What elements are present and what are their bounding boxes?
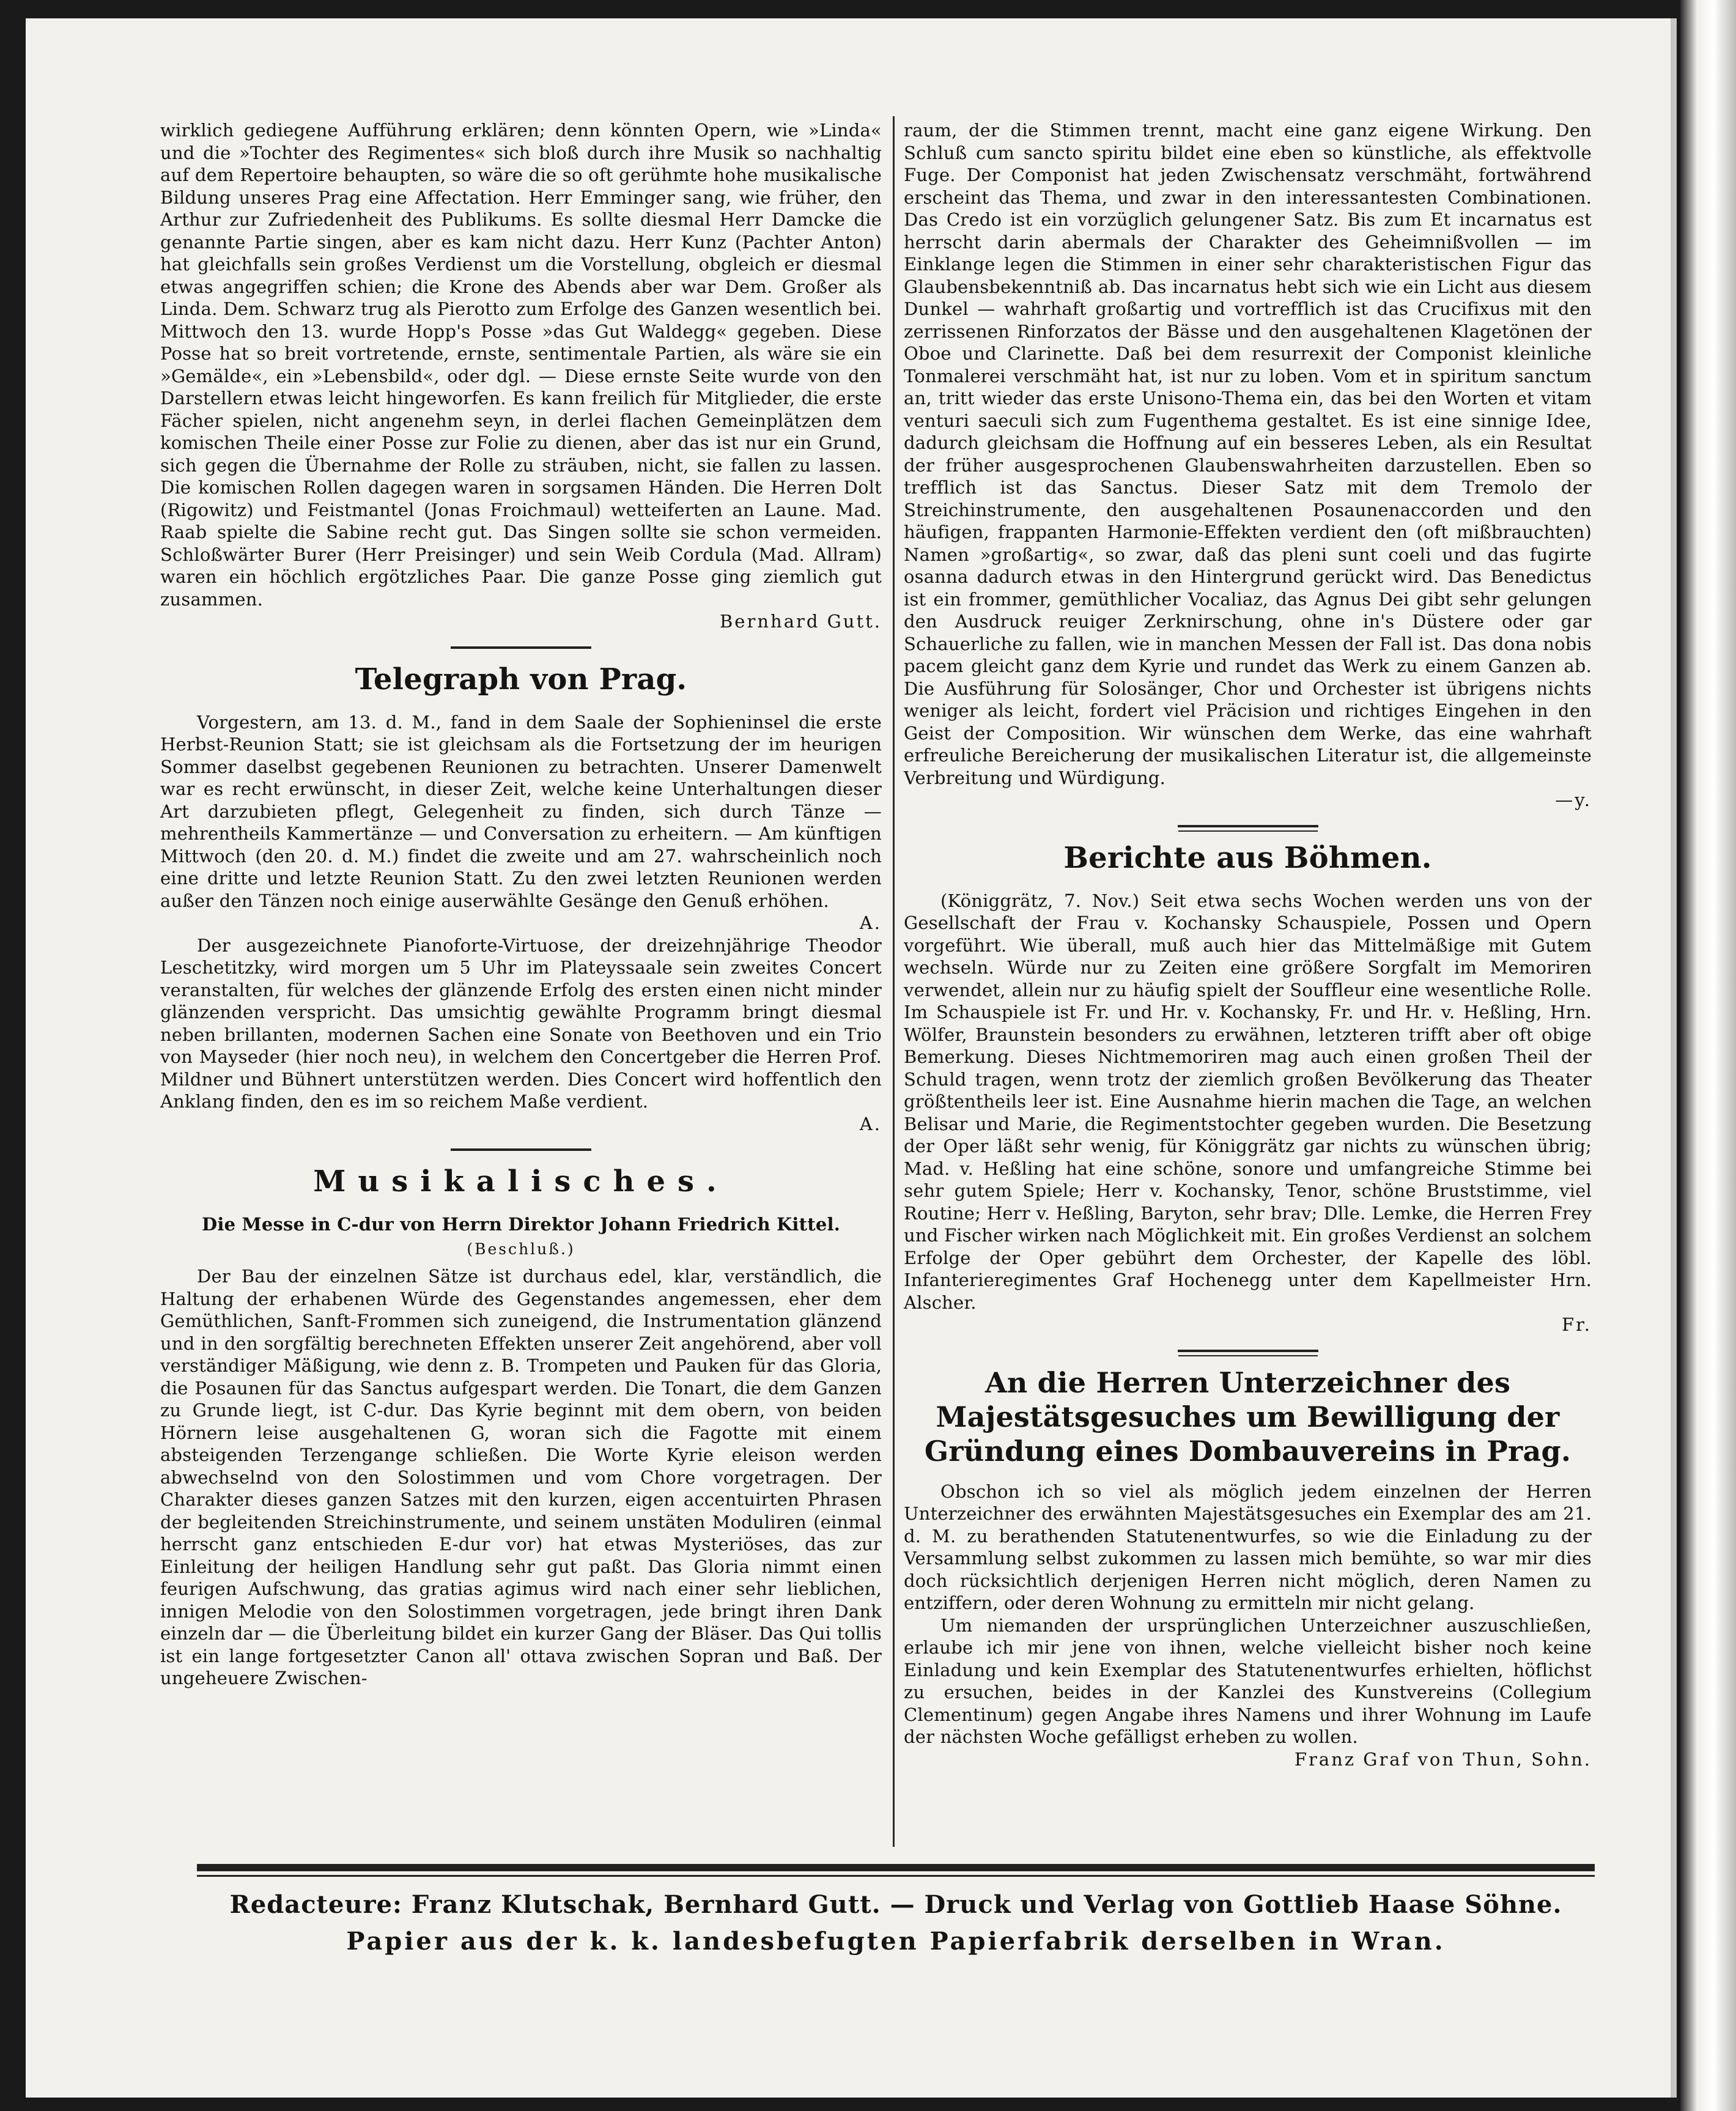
imprint-paper: Papier aus der k. k. landesbefugten Papierfabrik derselben in Wran.	[346, 1927, 1446, 1956]
right-column	[904, 119, 1592, 1770]
musik-note: (Beschluß.)	[467, 1240, 575, 1258]
boehmen-paragraph: (Königgrätz, 7. Nov.) Seit etwa sechs Wochen werden uns von der Gesellschaft der Frau v. Kochansky Schauspiele, Possen und Opern vorgeführt. Wie überall, muß auch hier das Mittelmäßige mit Gutem wechseln. Würde nur zu Zeiten eine größere Sorgfalt im Memoriren verwendet, allein nur zu häufig spielt der Souffleur eine wesentliche Rolle. Im Schauspiele ist Fr. und Hr. v. Kochansky, Fr. und Hr. v. Heßling, Hrn. Wölfer, Braunstein besonders zu erwähnen, letzteren trifft aber oft obige Bemerkung. Dieses Nichtmemoriren mag auch einen großen Theil der Schuld tragen, wenn trotz der ziemlich großen Bevölkerung das Theater größtentheils leer ist. Eine Ausnahme hierin machen die Tage, an welchen Belisar und Marie, die Regimentstochter gegeben wurden. Die Besetzung der Oper läßt sehr wenig, für Königgrätz gar nichts zu wünschen übrig; Mad. v. Heßling hat eine schöne, sonore und umfangreiche Stimme bei sehr gutem Spiele; Herr v. Kochansky, Tenor, schöne Bruststimme, viel Routine; Herr v. Heßling, Baryton, sehr brav; Dlle. Lemke, die Herren Frey und Fischer wirken nach Möglichkeit mit. Ein großes Verdienst an solchem Erfolge der Oper gebührt dem Orchester, der Kapelle des löbl. Infanterieregimentes Graf Hochenegg unter dem Kapellmeister Hrn. Alscher.	[904, 890, 1592, 1313]
section-divider	[1178, 825, 1318, 827]
adjacent-page-edge	[1680, 0, 1736, 2111]
boehmen-heading: Berichte aus Böhmen.	[1063, 840, 1432, 875]
musik-signature: —y.	[1555, 789, 1592, 810]
section-divider	[451, 646, 591, 649]
imprint-editors: Redacteure: Franz Klutschak, Bernhard Gutt. — Druck und Verlag von Gottlieb Haase Söhne.	[229, 1890, 1562, 1919]
footer-rule-thin	[197, 1875, 1595, 1877]
theatre-review-signature: Bernhard Gutt.	[720, 611, 882, 632]
telegraph-paragraph-reunion: Vorgestern, am 13. d. M., fand in dem Saale der Sophieninsel die erste Herbst-Reunion Statt; sie ist gleichsam als die Fortsetzung der im heurigen Sommer daselbst gegebenen Reunionen zu betrachten. Unserer Damenwelt war es recht erwünscht, in dieser Zeit, welche keine Unterhaltungen dieser Art darzubieten pflegt, Gelegenheit zu finden, sich durch Tänze — mehrentheils Kammertänze — und Conversation zu erheitern. — Am künftigen Mittwoch (den 20. d. M.) findet die zweite und am 27. wahrscheinlich noch eine dritte und letzte Reunion Statt. Zu den zwei letzten Reunionen werden außer den Tänzen noch einige auserwählte Gesänge den Genuß erhöhen.	[160, 711, 882, 911]
musik-subheading: Die Messe in C-dur von Herrn Direktor Johann Friedrich Kittel.	[202, 1214, 840, 1235]
theatre-review-text: wirklich gediegene Aufführung erklären; denn könnten Opern, wie »Linda« und die »Tochter des Regimentes« sich bloß durch ihre Musik so nachhaltig auf dem Repertoire behaupten, so wäre die so oft gerühmte hohe musikalische Bildung unseres Prag eine Affectation. Herr Emminger sang, wie früher, den Arthur zur Zufriedenheit des Publikums. Es sollte diesmal Herr Damcke die genannte Partie singen, aber es kam nicht dazu. Herr Kunz (Pachter Anton) hat gleichfalls sein großes Verdienst um die Vorstellung, obgleich er diesmal etwas angegriffen schien; die Krone des Abends aber war Dem. Großer als Linda. Dem. Schwarz trug als Pierotto zum Erfolge des Ganzen wesentlich bei. Mittwoch den 13. wurde Hopp's Posse »das Gut Waldegg« gegeben. Diese Posse hat so breit vortretende, ernste, sentimentale Partien, als wäre sie ein »Gemälde«, ein »Lebensbild«, oder dgl. — Diese ernste Seite wurde von den Darstellern etwas leicht hingeworfen. Es kann freilich für Mitglieder, die erste Fächer spielen, nicht angenehm seyn, in derlei flachen Gemeinplätzen dem komischen Theile einer Posse zur Folie zu dienen, aber das ist nur ein Grund, sich gegen die Übernahme der Rolle zu sträuben, nicht, sie fallen zu lassen. Die komischen Rollen dagegen waren in sorgsamen Händen. Die Herren Dolt (Rigowitz) und Feistmantel (Jonas Froichmaul) wetteiferten an Laune. Mad. Raab spielte die Sabine recht gut. Das Singen sollte sie schon vermeiden. Schloßwärter Burer (Herr Preisinger) und sein Weib Cordula (Mad. Allram) waren ein höchlich ergötzliches Paar. Die ganze Posse ging ziemlich gut zusammen.	[160, 120, 882, 610]
musik-paragraph: Der Bau der einzelnen Sätze ist durchaus edel, klar, verständlich, die Haltung der erhabenen Würde des Gegenstandes angemessen, eher dem Gemüthlichen, Sanft-Frommen sich zuneigend, die Instrumentation glänzend und in den sorgfältig berechneten Effekten unserer Zeit angehörend, aber voll verständiger Mäßigung, wie denn z. B. Trompeten und Pauken für das Gloria, die Posaunen für das Sanctus aufgespart werden. Die Tonart, die dem Ganzen zu Grunde liegt, ist C-dur. Das Kyrie beginnt mit dem obern, von beiden Hörnern leise ausgehaltenen G, woran sich die Fagotte mit einem absteigenden Terzengange schließen. Die Worte Kyrie eleison werden abwechselnd von den Solostimmen und vom Chore vorgetragen. Der Charakter dieses ganzen Satzes mit den kurzen, eigen accentuirten Phrasen der begleitenden Streichinstrumente, und seinem unstäten Moduliren (einmal herrscht ganz entschieden E-dur vor) hat etwas Mysteriöses, das zur Einleitung der heiligen Handlung sehr gut paßt. Das Gloria nimmt einen feurigen Aufschwung, das gratias agimus wird nach einer sehr lieblichen, innigen Melodie von den Solostimmen vorgetragen, jede bringt ihren Dank einzeln dar — die Überleitung bildet ein kurzer Gang der Bläser. Das Qui tollis ist ein lange fortgesetzter Canon all' ottava zwischen Sopran und Baß. Der ungeheuere Zwischen-	[160, 1266, 882, 1688]
telegraph-heading: Telegraph von Prag.	[355, 662, 687, 697]
dombau-paragraph-2: Um niemanden der ursprünglichen Unterzeichner auszuschließen, erlaube ich mir jene von ihnen, welche vielleicht bisher noch keine Einladung und kein Exemplar des Statutenentwurfes erhielten, höflichst zu ersuchen, beides in der Kanzlei des Kunstvereins (Collegium Clementinum) gegen Angabe ihres Namens und ihrer Wohnung im Laufe der nächsten Woche gefälligst erheben zu wollen.	[904, 1614, 1592, 1747]
telegraph-signature-1: A.	[859, 912, 882, 933]
boehmen-signature: Fr.	[1561, 1314, 1592, 1335]
imprint	[197, 1887, 1595, 1960]
telegraph-paragraph-concert: Der ausgezeichnete Pianoforte-Virtuose, der dreizehnjährige Theodor Leschetitzky, wird morgen um 5 Uhr im Plateyssaale sein zweites Concert veranstalten, für welches der glänzende Erfolg des ersten einen nicht minder glänzenden verspricht. Das umsichtig gewählte Programm bringt diesmal neben brillanten, modernen Sachen eine Sonate von Beethoven und ein Trio von Mayseder (hier noch neu), in welchem den Concertgeber die Herren Prof. Mildner und Bühnert unterstützen werden. Dies Concert wird hoffentlich den Anklang finden, den es im so reichem Maße verdient.	[160, 934, 882, 1112]
dombau-signature: Franz Graf von Thun, Sohn.	[1294, 1748, 1592, 1770]
section-divider	[451, 1148, 591, 1151]
section-divider	[1178, 1350, 1318, 1352]
dombau-heading: An die Herren Unterzeichner des Majestätsgesuches um Bewilligung der Gründung eines Dombauvereins in Prag.	[924, 1366, 1572, 1468]
musik-continuation: raum, der die Stimmen trennt, macht eine ganz eigene Wirkung. Den Schluß cum sancto spiritu bildet eine eben so künstliche, als effektvolle Fuge. Der Componist hat jeden Zwischensatz verschmäht, fortwährend erscheint das Thema, und zwar in den interessantesten Combinationen. Das Credo ist ein vorzüglich gelungener Satz. Bis zum Et incarnatus est herrscht darin abermals der Charakter des Geheimnißvollen — im Einklange legen die Stimmen in einer sehr charakteristischen Figur das Glaubensbekenntniß ab. Das incarnatus hebt sich wie ein Licht aus diesem Dunkel — wahrhaft großartig und vortrefflich ist das Crucifixus mit den zerrissenen Rinforzatos der Bässe und den ausgehaltenen Klagetönen der Oboe und Clarinette. Daß bei dem resurrexit der Componist kleinliche Tonmalerei verschmäht hat, ist nur zu loben. Vom et in spiritum sanctum an, tritt wieder das erste Unisono-Thema ein, das bei den Worten et vitam venturi saeculi sich zum Fugenthema gestaltet. Es ist eine sinnige Idee, dadurch gleichsam die Hoffnung auf ein besseres Leben, als ein Resultat der früher ausgesprochenen Glaubenswahrheiten darzustellen. Eben so trefflich ist das Sanctus. Dieser Satz mit dem Tremolo der Streichinstrumente, den ausgehaltenen Posaunenaccorden und den häufigen, frappanten Harmonie-Effekten verdient den (oft mißbrauchten) Namen »großartig«, so zwar, daß das pleni sunt coeli und das fugirte osanna dadurch etwas in den Hintergrund gerückt wird. Das Benedictus ist ein frommer, gemüthlicher Vocaliaz, das Agnus Dei gibt sehr gelungen den Ausdruck reuiger Zerknirschung, ohne in's Düstere oder gar Schauerliche zu fallen, wie in manchen Messen der Fall ist. Das dona nobis pacem gleicht ganz dem Kyrie und rundet das Werk zu einem Ganzen ab. Die Ausführung für Solosänger, Chor und Orchester ist übrigens nichts weniger als leicht, fordert viel Präcision und richtiges Eingehen in den Geist der Composition. Wir wünschen dem Werke, das eine wahrhaft erfreuliche Bereicherung der musikalischen Literatur ist, die allgemeinste Verbreitung und Würdigung.	[904, 120, 1592, 788]
left-column	[160, 119, 882, 1690]
musik-heading: Musikalisches.	[313, 1164, 729, 1199]
footer-rule-thick	[197, 1864, 1595, 1871]
telegraph-signature-2: A.	[859, 1113, 882, 1134]
dombau-paragraph-1: Obschon ich so viel als möglich jedem einzelnen der Herren Unterzeichner des erwähnten Majestätsgesuches ein Exemplar des am 21. d. M. zu berathenden Statutenentwurfes, so wie die Einladung zu der Versammlung selbst zukommen zu lassen mich bemühte, so war mir dies doch rücksichtlich derjenigen Herren nicht möglich, deren Namen zu entziffern, oder deren Wohnung zu ermitteln mir nicht gelang.	[904, 1481, 1592, 1613]
column-divider	[893, 116, 895, 1847]
